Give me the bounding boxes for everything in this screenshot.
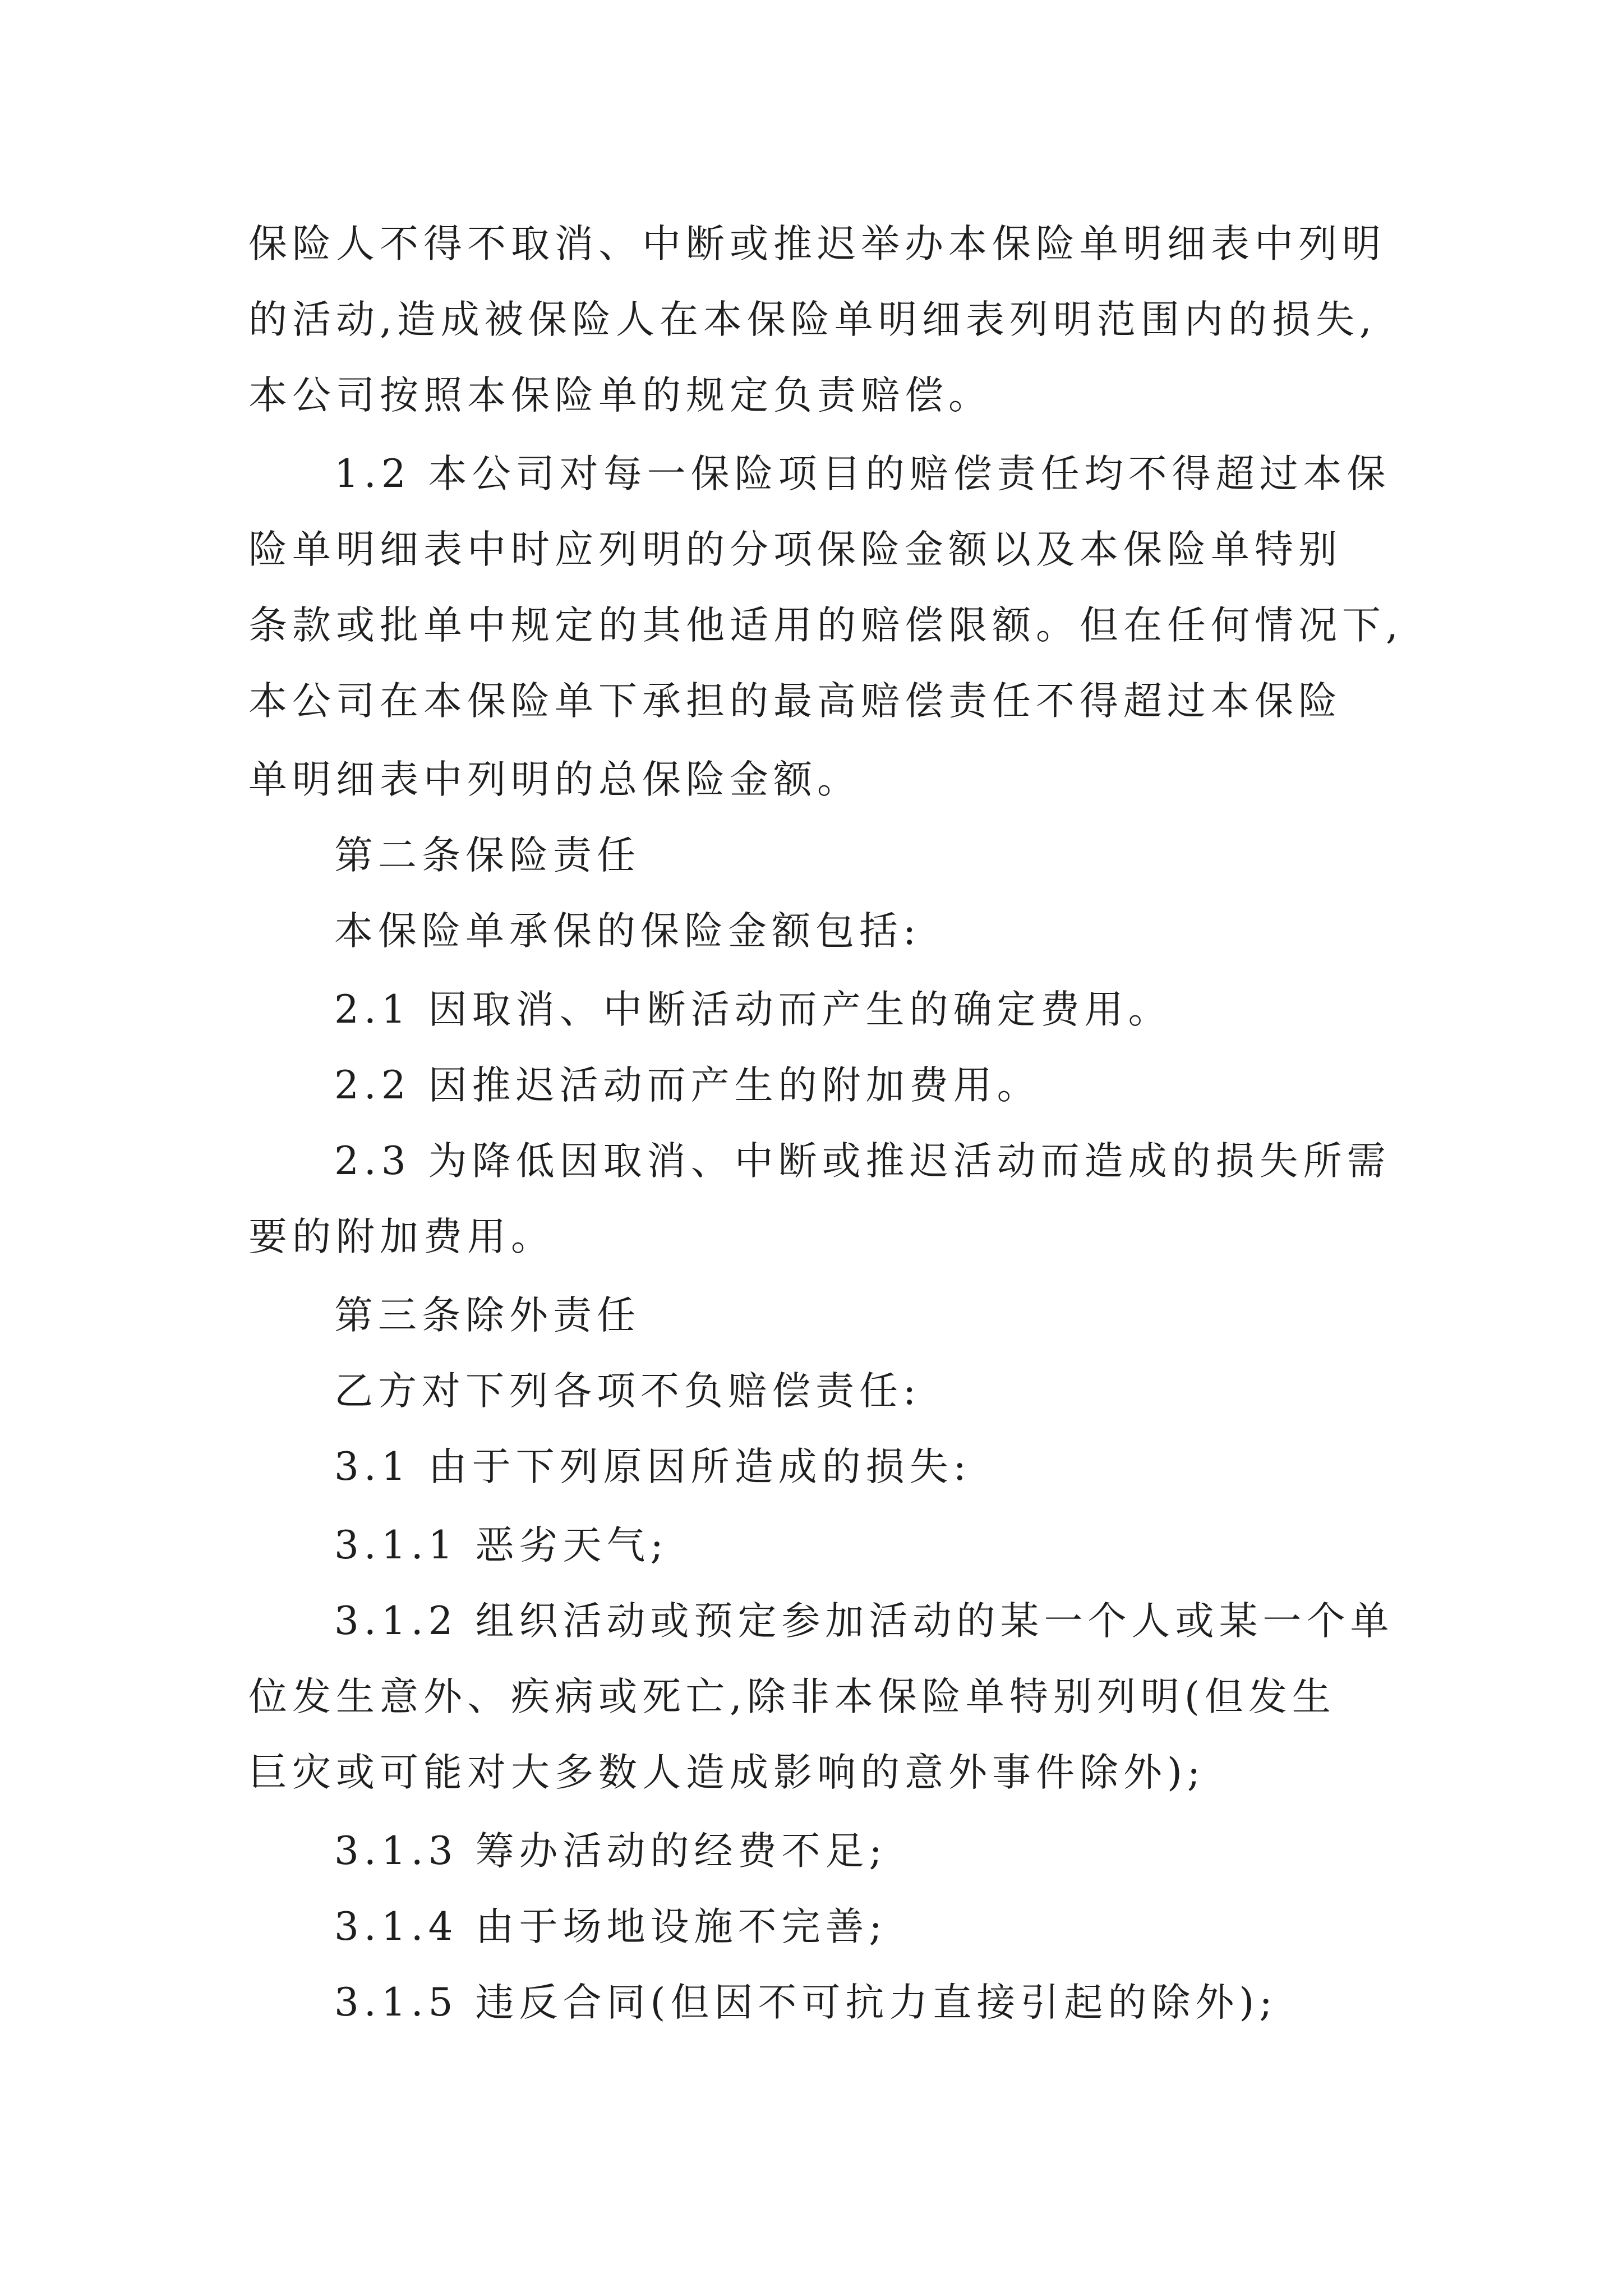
paragraph-line: 位发生意外、疾病或死亡,除非本保险单特别列明(但发生 (248, 1674, 1336, 1719)
paragraph-line: 险单明细表中时应列明的分项保险金额以及本保险单特别 (248, 527, 1342, 572)
paragraph-line: 3.1.2 组织活动或预定参加活动的某一个人或某一个单 (334, 1599, 1394, 1644)
section-heading: 第二条保险责任 (334, 833, 640, 878)
paragraph-line: 1.2 本公司对每一保险项目的赔偿责任均不得超过本保 (334, 452, 1391, 496)
paragraph-line: 本公司在本保险单下承担的最高赔偿责任不得超过本保险 (248, 679, 1342, 724)
paragraph-line: 3.1.5 违反合同(但因不可抗力直接引起的除外); (334, 1980, 1278, 2025)
paragraph-line: 2.2 因推迟活动而产生的附加费用。 (334, 1063, 1041, 1108)
section-heading: 第三条除外责任 (334, 1293, 640, 1338)
paragraph-line: 3.1.1 恶劣天气; (334, 1523, 668, 1568)
paragraph-line: 2.1 因取消、中断活动而产生的确定费用。 (334, 987, 1172, 1032)
paragraph-line: 本保险单承保的保险金额包括: (334, 909, 921, 954)
paragraph-line: 的活动,造成被保险人在本保险单明细表列明范围内的损失, (248, 297, 1377, 342)
paragraph-line: 3.1 由于下列原因所造成的损失: (334, 1444, 971, 1489)
paragraph-line: 3.1.3 筹办活动的经费不足; (334, 1829, 887, 1874)
paragraph-line: 3.1.4 由于场地设施不完善; (334, 1904, 887, 1949)
paragraph-line: 乙方对下列各项不负赔偿责任: (334, 1369, 921, 1414)
paragraph-line: 单明细表中列明的总保险金额。 (248, 757, 861, 802)
paragraph-line: 条款或批单中规定的其他适用的赔偿限额。但在任何情况下, (248, 603, 1403, 648)
paragraph-line: 2.3 为降低因取消、中断或推迟活动而造成的损失所需 (334, 1139, 1391, 1184)
paragraph-line: 本公司按照本保险单的规定负责赔偿。 (248, 373, 992, 418)
paragraph-line: 保险人不得不取消、中断或推迟举办本保险单明细表中列明 (248, 222, 1386, 266)
paragraph-line: 巨灾或可能对大多数人造成影响的意外事件除外); (248, 1750, 1206, 1795)
paragraph-line: 要的附加费用。 (248, 1214, 555, 1259)
